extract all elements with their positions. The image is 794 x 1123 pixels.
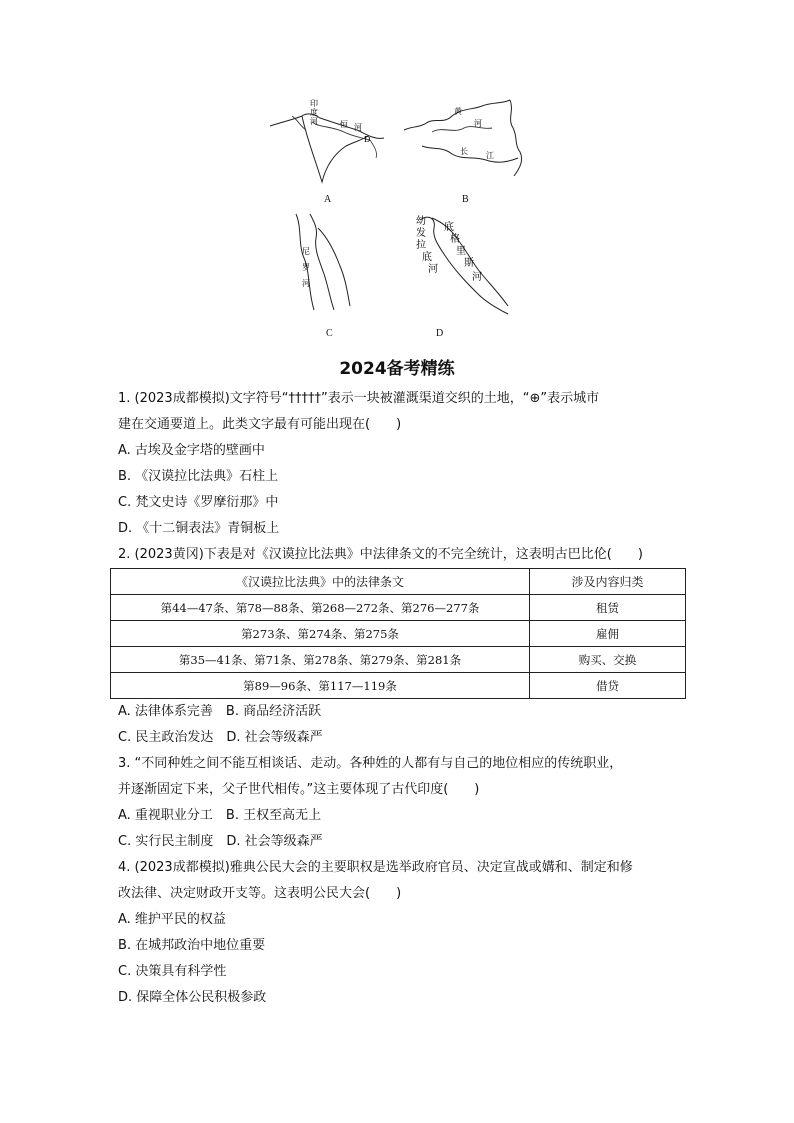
table-header-cell: 涉及内容归类 <box>530 569 686 595</box>
map-b-china <box>402 96 542 205</box>
question-3-line-1: 3. “不同种姓之间不能互相谈话、走动。各种姓的人都有与自己的地位相应的传统职业， <box>118 756 623 771</box>
table-cell: 第44—47条、第78—88条、第268—272条、第276—277条 <box>111 595 530 621</box>
map-b-caption: B <box>462 194 469 205</box>
question-3-options-cd: C. 实行民主制度 D. 社会等级森严 <box>118 834 323 849</box>
table-cell: 借贷 <box>530 673 686 699</box>
svg-text:幼: 幼 <box>416 216 426 227</box>
question-2-options-cd: C. 民主政治发达 D. 社会等级森严 <box>118 730 323 745</box>
section-title: 2024备考精练 <box>339 359 455 379</box>
question-4-line-2: 改法律、决定财政开支等。这表明公民大会( ) <box>118 886 402 901</box>
questions <box>118 386 688 1011</box>
question-2 <box>118 542 688 751</box>
question-1-option-c: C. 梵文史诗《罗摩衍那》中 <box>118 495 279 510</box>
map-c-egypt <box>290 210 360 339</box>
svg-text:河: 河 <box>428 264 438 275</box>
svg-text:河: 河 <box>472 272 482 283</box>
table-cell: 第89—96条、第117—119条 <box>111 673 530 699</box>
map-d-mesopotamia <box>412 210 522 339</box>
svg-text:河: 河 <box>354 123 362 132</box>
svg-text:斯: 斯 <box>464 258 474 269</box>
map-a-india <box>262 96 392 205</box>
svg-text:底: 底 <box>444 222 454 233</box>
svg-text:长: 长 <box>460 147 468 156</box>
question-1-option-d: D. 《十二铜表法》青铜板上 <box>118 521 280 536</box>
question-3-options-ab: A. 重视职业分工 B. 王权至高无上 <box>118 808 322 823</box>
question-4 <box>118 855 688 1011</box>
question-4-option-d: D. 保障全体公民积极参政 <box>118 990 267 1005</box>
svg-text:拉: 拉 <box>416 240 426 251</box>
question-4-option-c: C. 决策具有科学性 <box>118 964 227 979</box>
map-c-caption: C <box>326 328 333 339</box>
svg-text:尼: 尼 <box>302 247 310 256</box>
table-row <box>111 673 686 699</box>
svg-text:底: 底 <box>422 252 432 263</box>
svg-text:度: 度 <box>310 108 318 117</box>
table-cell: 雇佣 <box>530 621 686 647</box>
question-1-option-b: B. 《汉谟拉比法典》石柱上 <box>118 469 279 484</box>
table-header-cell: 《汉谟拉比法典》中的法律条文 <box>111 569 530 595</box>
map-a-caption: A <box>324 194 332 205</box>
svg-text:河: 河 <box>474 119 482 128</box>
svg-text:河: 河 <box>310 117 318 126</box>
map-d-caption: D <box>436 328 444 339</box>
svg-text:格: 格 <box>450 234 460 245</box>
table-row <box>111 647 686 673</box>
question-4-option-b: B. 在城邦政治中地位重要 <box>118 938 266 953</box>
svg-text:罗: 罗 <box>302 263 310 272</box>
question-1 <box>118 386 688 542</box>
svg-text:恒: 恒 <box>340 120 348 129</box>
svg-text:黄: 黄 <box>454 107 462 116</box>
question-4-option-a: A. 维护平民的权益 <box>118 912 226 927</box>
svg-text:里: 里 <box>456 246 466 257</box>
table-cell: 第273条、第274条、第275条 <box>111 621 530 647</box>
river-maps-figure <box>262 96 552 346</box>
question-2-options-ab: A. 法律体系完善 B. 商品经济活跃 <box>118 704 322 719</box>
table-row <box>111 621 686 647</box>
svg-text:河: 河 <box>302 279 310 288</box>
svg-text:发: 发 <box>416 228 426 239</box>
question-1-line-2: 建在交通要道上。此类文字最有可能出现在( ) <box>118 417 402 432</box>
svg-text:D: D <box>364 135 371 144</box>
table-cell: 第35—41条、第71条、第278条、第279条、第281条 <box>111 647 530 673</box>
table-row <box>111 595 686 621</box>
question-2-line-1: 2. (2023黄冈)下表是对《汉谟拉比法典》中法律条文的不完全统计，这表明古巴比伦( ) <box>118 547 643 562</box>
table-header-row <box>111 569 686 595</box>
question-1-option-a: A. 古埃及金字塔的壁画中 <box>118 443 265 458</box>
map-a-label: 印 <box>310 99 318 108</box>
question-3-line-2: 并逐渐固定下来，父子世代相传。”这主要体现了古代印度( ) <box>118 782 480 797</box>
question-4-line-1: 4. (2023成都模拟)雅典公民大会的主要职权是选举政府官员、决定宣战或媾和、制定和修 <box>118 860 633 875</box>
table-cell: 租赁 <box>530 595 686 621</box>
svg-text:江: 江 <box>486 151 494 160</box>
law-statistics-table <box>110 568 686 699</box>
table-cell: 购买、交换 <box>530 647 686 673</box>
question-3 <box>118 751 688 855</box>
question-1-line-1: 1. (2023成都模拟)文字符号“†††††”表示一块被灌溉渠道交织的土地，“⊕”表示城市 <box>118 391 600 406</box>
